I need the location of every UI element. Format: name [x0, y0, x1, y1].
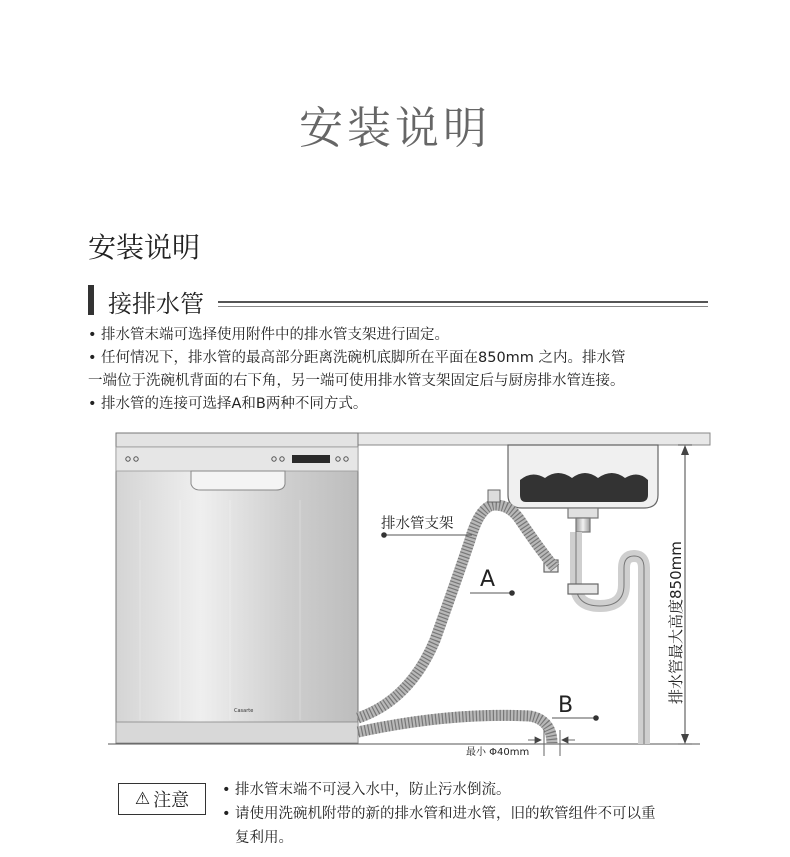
bullet-item: • 排水管的连接可选择A和B两种不同方式。 [88, 396, 368, 412]
dishwasher [116, 433, 358, 743]
section-title: 安装说明 [88, 231, 201, 264]
option-a-callout [470, 567, 515, 596]
svg-text:排水管最大高度850mm: 排水管最大高度850mm [667, 541, 685, 704]
bracket-callout [381, 514, 472, 538]
svg-text:B: B [558, 693, 574, 718]
warning-icon: ⚠ [134, 789, 151, 809]
brand-logo: Casarte [234, 708, 254, 714]
svg-text:A: A [480, 567, 496, 592]
svg-text:最小 Φ40mm: 最小 Φ40mm [466, 747, 530, 758]
note-list [222, 778, 712, 850]
note-label: 注意 [153, 790, 190, 811]
note-badge [118, 783, 206, 815]
note-continuation: 复利用。 [235, 830, 293, 846]
bullet-item: • 任何情况下，排水管的最高部分距离洗碗机底脚所在平面在850mm 之内。排水管 [88, 350, 626, 366]
note-item: • 排水管末端不可浸入水中，防止污水倒流。 [222, 782, 511, 798]
countertop [356, 433, 710, 445]
note-item: • 请使用洗碗机附带的新的排水管和进水管，旧的软管组件不可以重 [222, 806, 656, 822]
bullet-continuation: 一端位于洗碗机背面的右下角，另一端可使用排水管支架固定后与厨房排水管连接。 [88, 373, 625, 389]
bullet-item: • 排水管末端可选择使用附件中的排水管支架进行固定。 [88, 327, 449, 343]
option-b-callout [552, 693, 599, 721]
sink-basin [508, 445, 658, 508]
drain-heading: 接排水管 [108, 290, 204, 318]
min-diameter-dimension [466, 737, 575, 758]
svg-text:排水管支架: 排水管支架 [381, 516, 454, 532]
height-dimension [667, 445, 692, 744]
page-title: 安装说明 [299, 103, 491, 154]
